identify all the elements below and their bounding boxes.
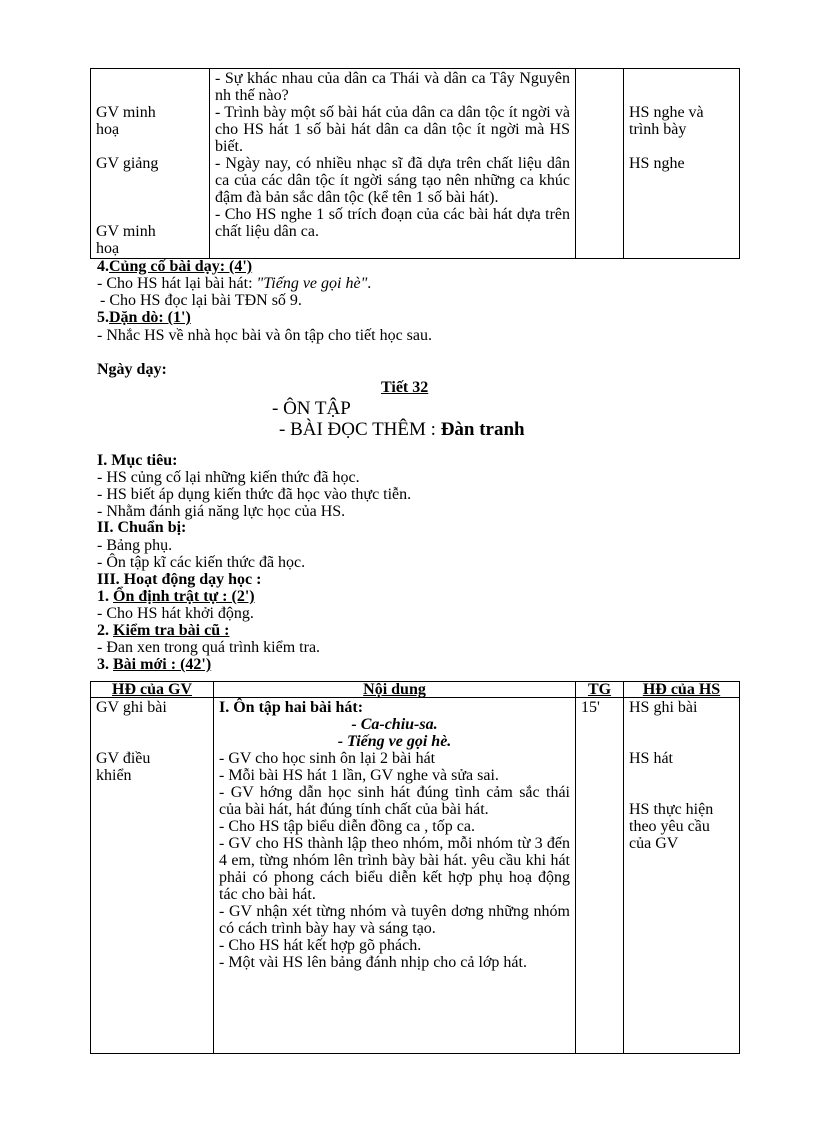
content-cell [214, 698, 576, 1054]
section-number: 1. [97, 588, 109, 605]
table-row [91, 69, 740, 259]
section-number: 4. [97, 258, 109, 275]
section-title: Ổn định trật tự : (2') [113, 588, 255, 605]
hs-activity-cell [624, 698, 740, 1054]
content-heading: I. Ôn tập hai bài hát: [219, 699, 364, 716]
muc-tieu-item: - Nhằm đánh giá năng lực học của HS. [97, 503, 346, 520]
hs-activity-cell [624, 69, 740, 259]
muc-tieu-item: - HS củng cố lại những kiến thức đã học. [97, 469, 360, 486]
gv-dieu-khien: GV điều khiển [96, 750, 151, 784]
cung-co-heading [97, 258, 252, 275]
content-para: - Một vài HS lên bảng đánh nhịp cho cả lớp hát. [219, 954, 527, 971]
hs-nghe-trinh-bay: HS nghe và trình bày [629, 104, 704, 138]
section-number: 2. [97, 622, 109, 639]
header-hs: HĐ của HS [624, 682, 740, 698]
text: - Cho HS hát lại bài hát: [97, 275, 257, 292]
ngay-day-label: Ngày dạy: [97, 361, 167, 378]
hs-hat: HS hát [629, 750, 673, 767]
section-number: 3. [97, 656, 109, 673]
dan-do-heading [97, 309, 191, 326]
gv-minh-hoa-1: GV minh hoạ [96, 104, 156, 138]
tg-cell [576, 698, 624, 1054]
tg-value: 15' [581, 699, 600, 716]
lesson-title-1: - ÔN TẬP [272, 398, 351, 419]
content-para: - Sự khác nhau của dân ca Thái và dân ca Tây Nguyên nh thế nào? [215, 70, 570, 104]
title-text: - BÀI ĐỌC THÊM : [279, 419, 436, 440]
kiem-tra-heading [97, 622, 229, 639]
kiem-tra-line: - Đan xen trong quá trình kiểm tra. [97, 639, 321, 656]
content-para: - Ngày nay, có nhiều nhạc sĩ đã dựa trên chất liệu dân ca của các dân tộc ít ngời sáng tạo nên những ca khúc đậm đà bản sắc dân tộc (kể tên 1 số bài hát). [215, 155, 570, 206]
title-suffix: Đàn tranh [440, 419, 525, 440]
main-activity-table [90, 681, 740, 1054]
hs-thuc-hien: HS thực hiện theo yêu cầu của GV [629, 801, 714, 852]
dan-do-line-1: - Nhắc HS về nhà học bài và ôn tập cho tiết học sau. [97, 327, 433, 344]
gv-minh-hoa-2: GV minh hoạ [96, 223, 156, 257]
content-para: - Trình bày một số bài hát của dân ca dân tộc ít ngời và cho HS hát 1 số bài hát dân ca dân tộc ít ngời mà HS biết. [215, 104, 570, 155]
header-gv: HĐ của GV [91, 682, 214, 698]
section-title: Dặn dò: (1') [109, 309, 191, 326]
lesson-number: Tiết 32 [381, 379, 429, 396]
content-para: - Cho HS hát kết hợp gõ phách. [219, 937, 422, 954]
hs-ghi-bai: HS ghi bài [629, 699, 698, 716]
cung-co-line-1 [97, 275, 371, 292]
header-content: Nội dung [214, 682, 576, 698]
gv-ghi-bai: GV ghi bài [96, 699, 167, 716]
content-para: - Cho HS tập biểu diễn đồng ca , tốp ca. [219, 818, 475, 835]
top-activity-table [90, 68, 740, 259]
content-para: - Cho HS nghe 1 số trích đoạn của các bài hát dựa trên chất liệu dân ca. [215, 206, 570, 240]
chuan-bi-item: - Ôn tập kĩ các kiến thức đã học. [97, 554, 306, 571]
content-para: - GV hớng dẫn học sinh hát đúng tình cảm sắc thái của bài hát, hát đúng tính chất của bài hát. [219, 784, 570, 818]
lesson-title-2 [279, 419, 525, 440]
song-name: "Tiếng ve gọi hè" [256, 275, 368, 292]
chuan-bi-item: - Bảng phụ. [97, 537, 173, 554]
gv-activity-cell [91, 69, 210, 259]
content-cell [210, 69, 576, 259]
content-para: - GV nhận xét từng nhóm và tuyên dơng những nhóm có cách trình bày hay và sáng tạo. [219, 903, 570, 937]
content-para: - GV cho HS thành lập theo nhóm, mỗi nhóm từ 3 đến 4 em, từng nhóm lên trình bày bài hát. yêu cầu khi hát phải có phong cách biểu diễn kết hợp phụ hoạ động tác cho bài hát. [219, 835, 570, 903]
content-para: - GV cho học sinh ôn lại 2 bài hát [219, 750, 436, 767]
section-number: 5. [97, 309, 109, 326]
on-dinh-line: - Cho HS hát khởi động. [97, 605, 254, 622]
gv-giang: GV giảng [96, 155, 159, 172]
hs-nghe: HS nghe [629, 155, 685, 172]
text: . [367, 275, 372, 292]
section-title: Bài mới : (42') [113, 656, 212, 673]
gv-activity-cell [91, 698, 214, 1054]
header-tg: TG [576, 682, 624, 698]
section-title: Kiểm tra bài cũ : [113, 622, 230, 639]
song-1: - Ca-chiu-sa. [351, 716, 438, 733]
bai-moi-heading [97, 656, 211, 673]
cung-co-line-2: - Cho HS đọc lại bài TĐN số 9. [100, 292, 302, 309]
content-para: - Mỗi bài HS hát 1 lần, GV nghe và sửa sai. [219, 767, 499, 784]
table-row [91, 698, 740, 1054]
song-2: - Tiếng ve gọi hè. [337, 733, 452, 750]
section-title: Củng cố bài dạy: (4') [109, 258, 253, 275]
hoat-dong-heading: III. Hoạt động dạy học : [97, 571, 262, 588]
muc-tieu-heading: I. Mục tiêu: [97, 452, 178, 469]
on-dinh-heading [97, 588, 255, 605]
muc-tieu-item: - HS biết áp dụng kiến thức đã học vào thực tiễn. [97, 486, 412, 503]
chuan-bi-heading: II. Chuẩn bị: [97, 519, 187, 536]
tg-cell [576, 69, 624, 259]
table-header-row [91, 682, 740, 698]
